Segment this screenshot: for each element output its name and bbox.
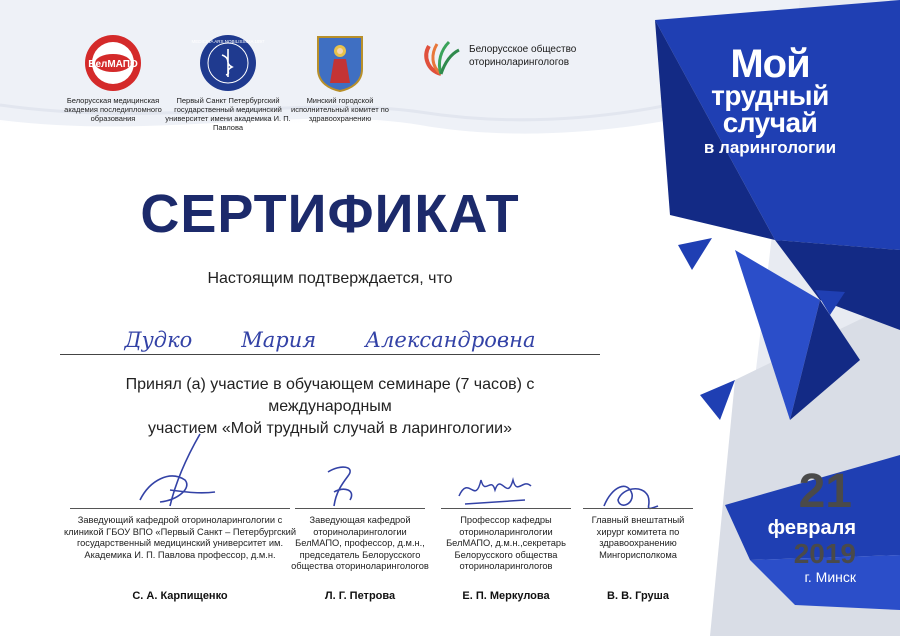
signatory-3 [436, 508, 576, 602]
date-day: 21 [798, 465, 852, 518]
description-line-1: Принял (а) участие в обучающем семинаре (7 часов) с международным [125, 376, 535, 415]
minsk-committee-logo-block [285, 34, 395, 123]
date-month: февраля [767, 517, 856, 539]
signature-karpishchenko [130, 430, 220, 510]
signatory-1-position: Заведующий кафедрой оториноларингологии с клиникой ГБОУ ВПО «Первый Санкт – Петербургский государственный медицинский университет им. Академика И. П. Павлова профессор, д.м.н. [63, 515, 297, 560]
belmapo-logo-text: БелМАПО [88, 59, 138, 70]
signatory-2-name: Л. Г. Петрова [324, 590, 396, 602]
event-date [700, 465, 870, 586]
date-year: 2019 [793, 538, 856, 569]
certificate-title: СЕРТИФИКАТ [140, 184, 520, 244]
recipient-surname: Дудко [124, 328, 193, 352]
signature-line [583, 508, 693, 509]
minsk-coat-of-arms [311, 34, 369, 92]
signature-merkulova [455, 466, 535, 510]
ent-society-logo [421, 36, 461, 76]
description-line-2: участием «Мой трудный случай в ларингологии» [148, 420, 512, 437]
pavlov-university-logo-block [163, 34, 293, 132]
belarus-ent-society-logo-block [421, 36, 611, 76]
event-title-line-4: в ларингологии [703, 138, 837, 157]
pavlov-seal-text: MEDICINA ARS NOBILISSIMA 1897 [191, 39, 265, 44]
confirmation-text: Настоящим подтверждается, что [207, 270, 453, 287]
signature-petrova [320, 462, 370, 508]
minsk-committee-caption: Минский городской исполнительный комитет по здравоохранению [291, 96, 389, 123]
signatory-1 [60, 508, 300, 602]
belmapo-logo-block [58, 34, 168, 123]
event-title-line-3: случай [722, 107, 818, 138]
pavlov-university-caption: Первый Санкт Петербургский государственный медицинский университет имени академика И. П. Павлова [165, 96, 291, 132]
signatory-4-position: Главный внештатный хирург комитета по здравоохранению Мингорисполкома [591, 515, 685, 560]
event-title [660, 42, 880, 159]
signatory-2 [290, 508, 430, 602]
signatory-4 [578, 508, 698, 602]
event-title-line-1: Мой [730, 42, 810, 86]
signatory-3-position: Профессор кафедры оториноларингологии БелМАПО, д.м.н.,секретарь Белорусского общества оториноларингологов [446, 515, 566, 571]
recipient-first-name: Мария [241, 328, 317, 352]
signatory-2-position: Заведующая кафедрой оториноларингологии БелМАПО, профессор, д.м.н., председатель Белорусского общества оториноларингологов [291, 515, 429, 571]
recipient-name [60, 325, 600, 355]
signature-line [441, 508, 571, 509]
signature-line [295, 508, 425, 509]
signature-line [70, 508, 290, 509]
signatory-1-name: С. А. Карпищенко [132, 590, 228, 602]
ent-society-caption: Белорусское общество оториноларингологов [469, 44, 577, 68]
signatory-4-name: В. В. Груша [607, 590, 669, 602]
belmapo-logo [84, 34, 142, 92]
recipient-patronymic: Александровна [365, 328, 536, 352]
belmapo-caption: Белорусская медицинская академия последипломного образования [64, 96, 162, 123]
signatory-3-name: Е. П. Меркулова [462, 590, 550, 602]
date-city: г. Минск [804, 569, 856, 585]
event-title-line-2: трудный [711, 80, 829, 111]
pavlov-university-seal [191, 34, 265, 92]
